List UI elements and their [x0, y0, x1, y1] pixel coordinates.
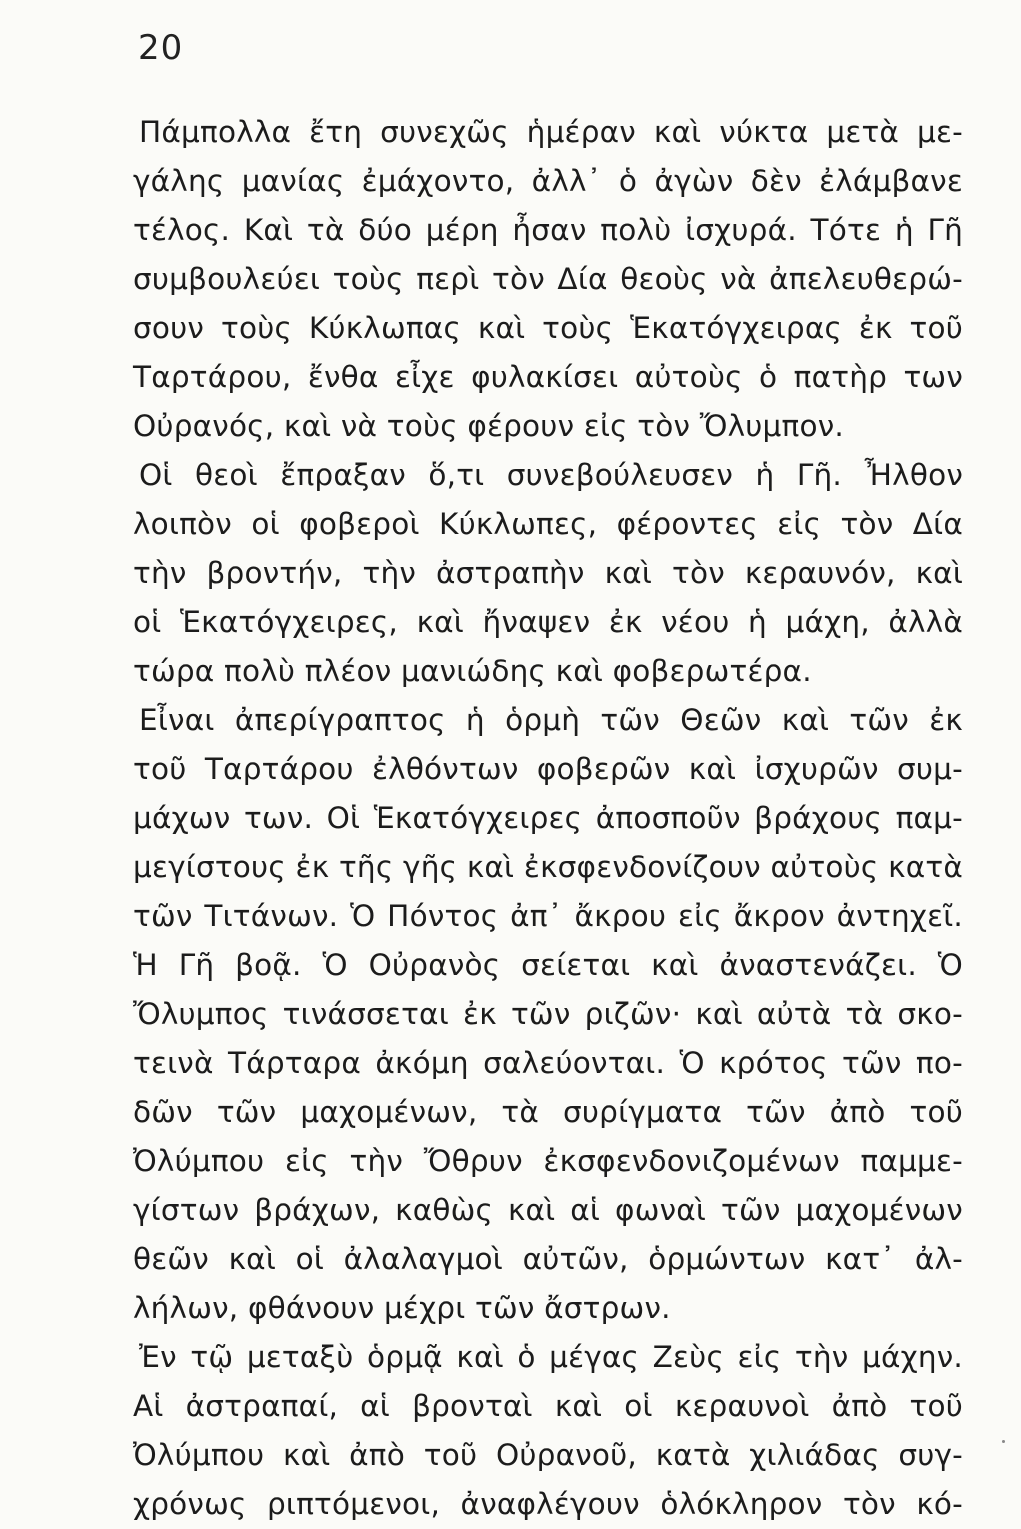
text-line: γίστων βράχων, καθὼς καὶ αἱ φωναὶ τῶν μαχομένων — [133, 1193, 963, 1227]
text-line: τοῦ Ταρτάρου ἐλθόντων φοβερῶν καὶ ἰσχυρῶν συμ- — [133, 752, 963, 786]
paper-speck — [1002, 1440, 1005, 1443]
text-line: συμβουλεύει τοὺς περὶ τὸν Δία θεοὺς νὰ ἀπελευθερώ- — [133, 262, 963, 296]
text-line: Ὀλύμπου καὶ ἀπὸ τοῦ Οὐρανοῦ, κατὰ χιλιάδας συγ- — [133, 1438, 963, 1472]
text-line: Ταρτάρου, ἔνθα εἶχε φυλακίσει αὐτοὺς ὁ πατὴρ των — [133, 360, 963, 394]
text-line: τῶν Τιτάνων. Ὁ Πόντος ἀπ᾽ ἄκρου εἰς ἄκρον ἀντηχεῖ. — [133, 899, 963, 933]
text-line: γάλης μανίας ἐμάχοντο, ἀλλ᾽ ὁ ἀγὼν δὲν ἐλάμβανε — [133, 164, 963, 198]
text-line: λήλων, φθάνουν μέχρι τῶν ἄστρων. — [133, 1291, 671, 1325]
text-line: λοιπὸν οἱ φοβεροὶ Κύκλωπες, φέροντες εἰς τὸν Δία — [133, 507, 963, 541]
text-line: Αἱ ἀστραπαί, αἱ βρονταὶ καὶ οἱ κεραυνοὶ ἀπὸ τοῦ — [133, 1389, 963, 1423]
text-line: σουν τοὺς Κύκλωπας καὶ τοὺς Ἑκατόγχειρας ἐκ τοῦ — [133, 311, 963, 345]
text-line: Ὀλύμπου εἰς τὴν Ὄθρυν ἐκσφενδονιζομένων παμμε- — [133, 1144, 963, 1178]
text-line: Ἐν τῷ μεταξὺ ὁρμᾷ καὶ ὁ μέγας Ζεὺς εἰς τὴν μάχην. — [139, 1340, 963, 1374]
text-line: τώρα πολὺ πλέον μανιώδης καὶ φοβερωτέρα. — [133, 654, 812, 688]
text-line: χρόνως ριπτόμενοι, ἀναφλέγουν ὁλόκληρον τὸν κό- — [133, 1487, 963, 1521]
page-number: 20 — [138, 28, 184, 68]
text-line: μάχων των. Οἱ Ἑκατόγχειρες ἀποσποῦν βράχους παμ- — [133, 801, 963, 835]
text-line: Ὄλυμπος τινάσσεται ἐκ τῶν ριζῶν· καὶ αὐτὰ τὰ σκο- — [133, 997, 963, 1031]
text-line: τεινὰ Τάρταρα ἀκόμη σαλεύονται. Ὁ κρότος τῶν πο- — [133, 1046, 963, 1080]
text-line: τέλος. Καὶ τὰ δύο μέρη ἦσαν πολὺ ἰσχυρά. Τότε ἡ Γῆ — [133, 213, 963, 247]
text-line: Οὐρανός, καὶ νὰ τοὺς φέρουν εἰς τὸν Ὄλυμπον. — [133, 409, 844, 443]
text-line: Εἶναι ἀπερίγραπτος ἡ ὁρμὴ τῶν Θεῶν καὶ τῶν ἐκ — [139, 703, 963, 737]
text-line: Ἡ Γῆ βοᾷ. Ὁ Οὐρανὸς σείεται καὶ ἀναστενάζει. Ὁ — [133, 948, 963, 982]
body-text — [133, 108, 963, 1529]
text-line: μεγίστους ἐκ τῆς γῆς καὶ ἐκσφενδονίζουν αὐτοὺς κατὰ — [133, 850, 963, 884]
text-line: Οἱ θεοὶ ἔπραξαν ὅ,τι συνεβούλευσεν ἡ Γῆ. Ἦλθον — [139, 458, 963, 492]
text-line: Πάμπολλα ἔτη συνεχῶς ἡμέραν καὶ νύκτα μετὰ με- — [139, 115, 963, 149]
text-line: τὴν βροντήν, τὴν ἀστραπὴν καὶ τὸν κεραυνόν, καὶ — [133, 556, 963, 590]
text-line: θεῶν καὶ οἱ ἀλαλαγμοὶ αὐτῶν, ὁρμώντων κατ᾽ ἀλ- — [133, 1242, 963, 1276]
text-line: δῶν τῶν μαχομένων, τὰ συρίγματα τῶν ἀπὸ τοῦ — [133, 1095, 963, 1129]
text-line: οἱ Ἑκατόγχειρες, καὶ ἤναψεν ἐκ νέου ἡ μάχη, ἀλλὰ — [133, 605, 963, 639]
